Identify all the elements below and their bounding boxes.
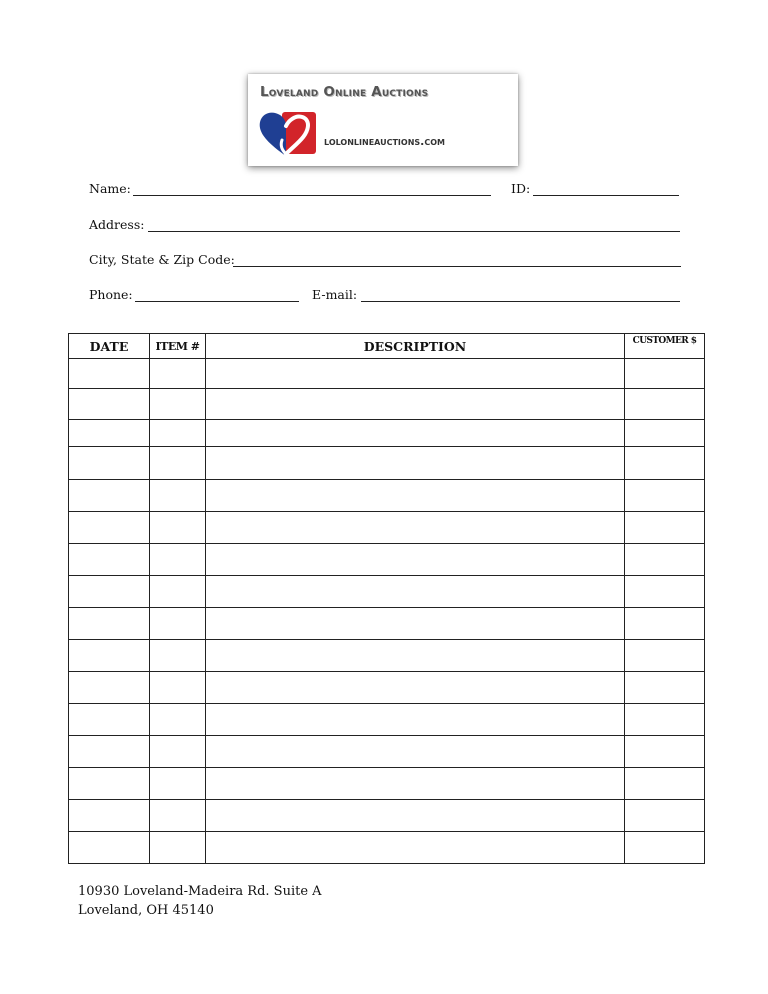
customer-amount-cell[interactable] (625, 800, 705, 832)
customer-amount-cell[interactable] (625, 359, 705, 389)
table-row (69, 832, 705, 864)
table-row (69, 640, 705, 672)
id-label: ID: (511, 181, 531, 196)
date-cell[interactable] (69, 608, 150, 640)
items-table (68, 333, 705, 864)
item-number-cell[interactable] (150, 608, 206, 640)
customer-amount-cell[interactable] (625, 447, 705, 480)
item-number-cell[interactable] (150, 420, 206, 447)
description-cell[interactable] (206, 480, 625, 512)
item-number-cell[interactable] (150, 672, 206, 704)
name-label: Name: (89, 181, 131, 196)
description-cell[interactable] (206, 736, 625, 768)
date-cell[interactable] (69, 512, 150, 544)
date-cell[interactable] (69, 389, 150, 420)
description-cell[interactable] (206, 576, 625, 608)
description-cell[interactable] (206, 608, 625, 640)
logo-url: lolonlineauctions.com (324, 135, 445, 148)
customer-amount-cell[interactable] (625, 512, 705, 544)
description-cell[interactable] (206, 640, 625, 672)
customer-amount-cell[interactable] (625, 736, 705, 768)
date-cell[interactable] (69, 359, 150, 389)
table-row (69, 420, 705, 447)
item-number-cell[interactable] (150, 389, 206, 420)
description-cell[interactable] (206, 832, 625, 864)
date-cell[interactable] (69, 832, 150, 864)
customer-amount-cell[interactable] (625, 672, 705, 704)
date-cell[interactable] (69, 704, 150, 736)
table-body (69, 359, 705, 864)
address-line-2: Loveland, OH 45140 (78, 903, 214, 918)
item-number-cell[interactable] (150, 768, 206, 800)
item-number-cell[interactable] (150, 576, 206, 608)
item-number-cell[interactable] (150, 359, 206, 389)
date-cell[interactable] (69, 640, 150, 672)
table-row (69, 736, 705, 768)
email-label: E-mail: (312, 287, 358, 302)
description-cell[interactable] (206, 389, 625, 420)
table-row (69, 512, 705, 544)
phone-field[interactable] (135, 301, 299, 302)
item-number-column-header: ITEM # (150, 334, 206, 359)
item-number-cell[interactable] (150, 736, 206, 768)
date-cell[interactable] (69, 420, 150, 447)
date-cell[interactable] (69, 672, 150, 704)
address-line-1: 10930 Loveland-Madeira Rd. Suite A (78, 884, 322, 899)
phone-label: Phone: (89, 287, 133, 302)
table-header-row (69, 334, 705, 359)
description-cell[interactable] (206, 544, 625, 576)
customer-amount-cell[interactable] (625, 480, 705, 512)
date-cell[interactable] (69, 736, 150, 768)
table-row (69, 672, 705, 704)
id-field[interactable] (533, 195, 679, 196)
heart-logo-icon (256, 106, 320, 160)
table-row (69, 544, 705, 576)
customer-amount-cell[interactable] (625, 420, 705, 447)
description-cell[interactable] (206, 359, 625, 389)
customer-amount-cell[interactable] (625, 768, 705, 800)
table-row (69, 359, 705, 389)
item-number-cell[interactable] (150, 480, 206, 512)
description-cell[interactable] (206, 512, 625, 544)
description-cell[interactable] (206, 768, 625, 800)
city-state-zip-field[interactable] (233, 266, 681, 267)
customer-amount-column-header: CUSTOMER $ (625, 334, 705, 359)
name-field[interactable] (133, 195, 491, 196)
customer-amount-cell[interactable] (625, 608, 705, 640)
table-row (69, 768, 705, 800)
item-number-cell[interactable] (150, 512, 206, 544)
description-cell[interactable] (206, 672, 625, 704)
customer-amount-cell[interactable] (625, 576, 705, 608)
table-row (69, 389, 705, 420)
address-label: Address: (89, 217, 145, 232)
table-row (69, 447, 705, 480)
date-cell[interactable] (69, 480, 150, 512)
logo-title: Loveland Online Auctions (260, 84, 429, 100)
table-row (69, 608, 705, 640)
item-number-cell[interactable] (150, 544, 206, 576)
description-cell[interactable] (206, 704, 625, 736)
footer-address (78, 882, 322, 920)
customer-amount-cell[interactable] (625, 544, 705, 576)
item-number-cell[interactable] (150, 704, 206, 736)
date-cell[interactable] (69, 544, 150, 576)
customer-amount-cell[interactable] (625, 832, 705, 864)
customer-amount-cell[interactable] (625, 640, 705, 672)
date-cell[interactable] (69, 447, 150, 480)
customer-amount-cell[interactable] (625, 704, 705, 736)
item-number-cell[interactable] (150, 832, 206, 864)
customer-amount-cell[interactable] (625, 389, 705, 420)
date-column-header: DATE (69, 334, 150, 359)
item-number-cell[interactable] (150, 800, 206, 832)
email-field[interactable] (361, 301, 680, 302)
description-cell[interactable] (206, 447, 625, 480)
address-field[interactable] (148, 231, 680, 232)
company-logo (248, 74, 518, 166)
item-number-cell[interactable] (150, 447, 206, 480)
table-row (69, 704, 705, 736)
description-cell[interactable] (206, 800, 625, 832)
table-row (69, 480, 705, 512)
description-column-header: DESCRIPTION (206, 334, 625, 359)
table-row (69, 800, 705, 832)
city-state-zip-label: City, State & Zip Code: (89, 252, 235, 267)
description-cell[interactable] (206, 420, 625, 447)
item-number-cell[interactable] (150, 640, 206, 672)
date-cell[interactable] (69, 768, 150, 800)
date-cell[interactable] (69, 576, 150, 608)
date-cell[interactable] (69, 800, 150, 832)
table-row (69, 576, 705, 608)
